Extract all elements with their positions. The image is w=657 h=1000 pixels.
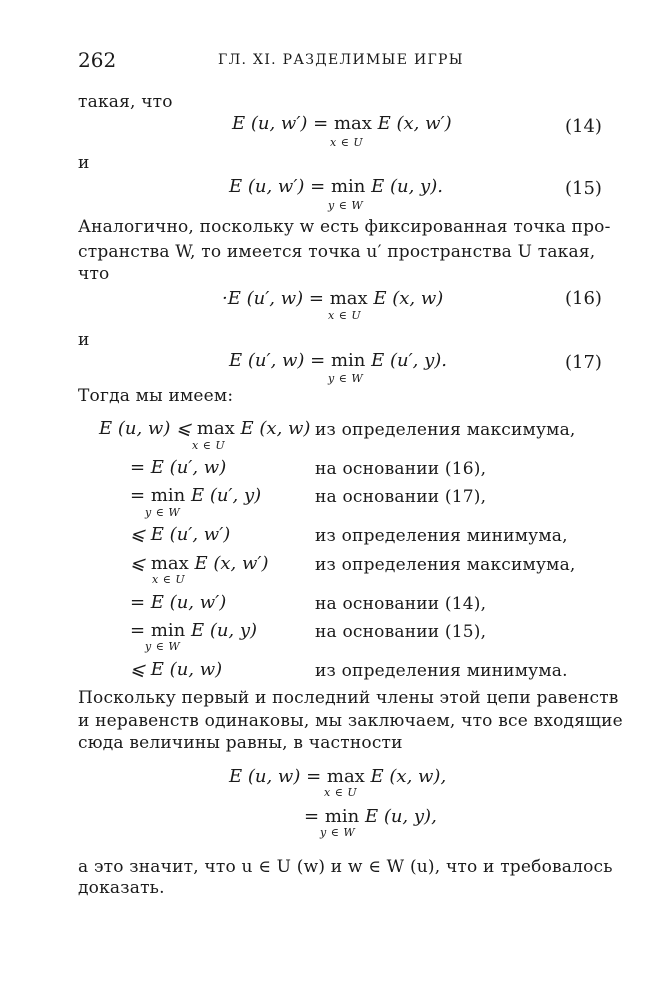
- eq16-subscript: x ∈ U: [328, 309, 362, 322]
- chain-row-8-note: из определения минимума.: [315, 661, 568, 681]
- paragraph-2-line-3: сюда величины равны, в частности: [78, 733, 403, 753]
- eq17-subscript: y ∈ W: [328, 372, 364, 385]
- eq16-operator: max: [329, 288, 368, 309]
- equation-17: [229, 350, 447, 371]
- chain-row-6-expr: = E (u, w′): [130, 592, 227, 613]
- chain-row-3-subscript: y ∈ W: [145, 506, 181, 519]
- equation-16: [222, 288, 443, 309]
- eq15-rhs: E (u, y).: [365, 176, 443, 197]
- chain-row-4-expr: ⩽ E (u′, w′): [130, 524, 231, 545]
- paragraph-2-line-2: и неравенств одинаковы, мы заключаем, что все входящие: [78, 711, 623, 731]
- eq15-number: (15): [565, 178, 602, 199]
- chain-row-3-expr: = min E (u′, y): [130, 485, 262, 506]
- final-equation-line-2-subscript: y ∈ W: [320, 826, 356, 839]
- paragraph-1-line-1: Аналогично, поскольку w есть фиксированная точка про-: [78, 217, 611, 237]
- chain-row-2-note: на основании (16),: [315, 459, 487, 479]
- equation-15: [229, 176, 443, 197]
- eq15-operator: min: [330, 176, 366, 197]
- final-equation-line-1: E (u, w) = max E (x, w),: [229, 766, 447, 787]
- chain-row-4-note: из определения минимума,: [315, 526, 568, 546]
- chain-row-8-expr: ⩽ E (u, w): [130, 659, 223, 680]
- chain-row-5-expr: ⩽ max E (x, w′): [130, 553, 269, 574]
- chain-row-7-note: на основании (15),: [315, 622, 487, 642]
- final-equation-line-1-subscript: x ∈ U: [324, 786, 358, 799]
- running-title: ГЛ. XI. РАЗДЕЛИМЫЕ ИГРЫ: [218, 52, 464, 68]
- final-text-line-2: доказать.: [78, 878, 165, 898]
- eq14-subscript: x ∈ U: [330, 136, 364, 149]
- text-such-that: такая, что: [78, 92, 173, 112]
- eq16-rhs: E (x, w): [367, 288, 444, 309]
- eq14-number: (14): [565, 116, 602, 137]
- eq17-number: (17): [565, 352, 602, 373]
- chain-row-7-subscript: y ∈ W: [145, 640, 181, 653]
- eq17-lhs: E (u′, w) =: [229, 350, 331, 371]
- final-text-line-1: а это значит, что u ∈ U (w) и w ∈ W (u), что и требовалось: [78, 857, 613, 877]
- chain-row-7-expr: = min E (u, y): [130, 620, 258, 641]
- paragraph-1-line-2: странства W, то имеется точка u′ пространства U такая,: [78, 242, 596, 262]
- chain-row-5-subscript: x ∈ U: [152, 573, 186, 586]
- eq15-lhs: E (u, w′) =: [229, 176, 331, 197]
- paragraph-2-line-1: Поскольку первый и последний члены этой цепи равенств: [78, 688, 619, 708]
- eq17-rhs: E (u′, y).: [365, 350, 448, 371]
- eq14-lhs: E (u, w′) =: [232, 113, 334, 134]
- page-number: 262: [78, 48, 117, 72]
- chain-row-1-note: из определения максимума,: [315, 420, 576, 440]
- chain-row-5-note: из определения максимума,: [315, 555, 576, 575]
- eq16-number: (16): [565, 288, 602, 309]
- chain-row-3-note: на основании (17),: [315, 487, 487, 507]
- final-equation-line-2: = min E (u, y),: [304, 806, 437, 827]
- paragraph-1-line-3: что: [78, 264, 110, 284]
- text-then-we-have: Тогда мы имеем:: [78, 386, 234, 406]
- chain-row-1-subscript: x ∈ U: [192, 439, 226, 452]
- equation-14: [232, 113, 452, 134]
- eq16-lhs: ·E (u′, w) =: [222, 288, 330, 309]
- eq14-operator: max: [333, 113, 372, 134]
- chain-row-2-expr: = E (u′, w): [130, 457, 227, 478]
- text-and-1: и: [78, 153, 90, 173]
- eq14-rhs: E (x, w′): [371, 113, 452, 134]
- chain-row-1-expr: E (u, w) ⩽ max E (x, w): [99, 418, 311, 439]
- eq15-subscript: y ∈ W: [328, 199, 364, 212]
- text-and-2: и: [78, 330, 90, 350]
- eq17-operator: min: [330, 350, 366, 371]
- chain-row-6-note: на основании (14),: [315, 594, 487, 614]
